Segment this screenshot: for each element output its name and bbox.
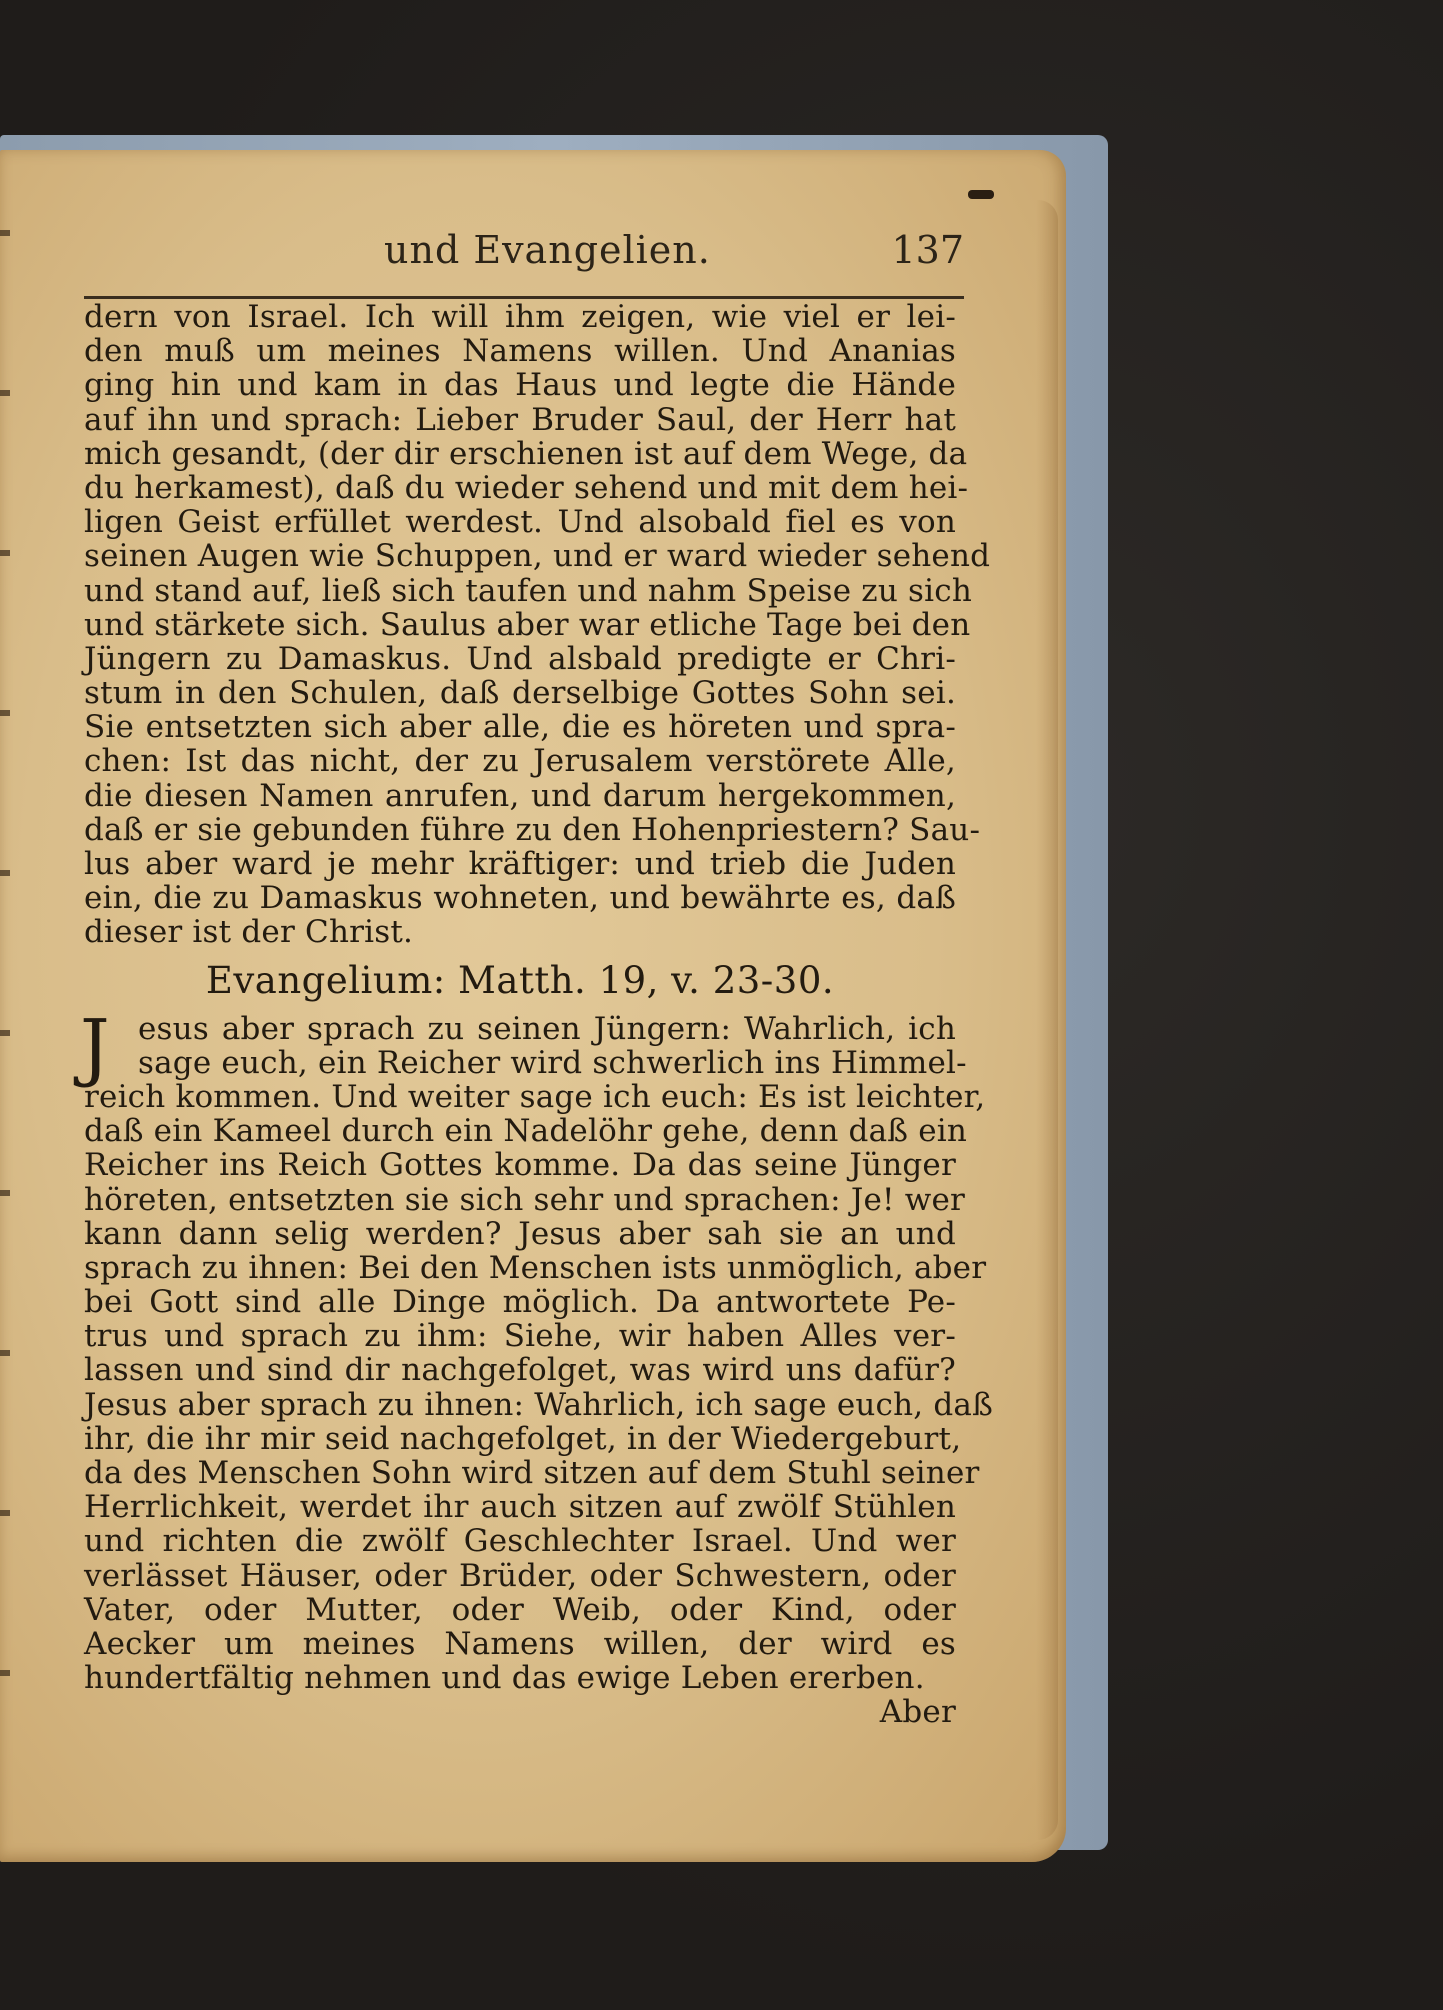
text-line: mich gesandt, (der dir erschienen ist auf dem Wege, da	[84, 435, 968, 472]
text-line: daß er sie gebunden führe zu den Hohenpriestern? Sau-	[84, 811, 981, 848]
text-line: daß ein Kameel durch ein Nadelöhr gehe, denn daß ein	[84, 1113, 968, 1150]
text-line: esus aber sprach zu seinen Jüngern: Wahrlich, ich	[138, 1010, 956, 1047]
text-line: höreten, entsetzten sie sich sehr und sprachen: Je! wer	[84, 1181, 966, 1218]
text-line: bei Gott sind alle Dinge möglich. Da antwortete Pe-	[84, 1284, 956, 1321]
text-line: Sie entsetzten sich aber alle, die es höreten und spra-	[84, 709, 956, 746]
page-text	[80, 299, 994, 1731]
text-line: dieser ist der Christ.	[84, 914, 414, 951]
text-line: reich kommen. Und weiter sage ich euch: Es ist leichter,	[84, 1078, 986, 1115]
text-line: Herrlichkeit, werdet ihr auch sitzen auf zwölf Stühlen	[84, 1489, 956, 1526]
text-line: verlässet Häuser, oder Brüder, oder Schwestern, oder	[84, 1557, 956, 1594]
page-edge-shading	[1036, 200, 1058, 1840]
text-line: die diesen Namen anrufen, und darum hergekommen,	[84, 777, 956, 814]
section-heading: Evangelium: Matth. 19, v. 23-30.	[205, 958, 835, 1002]
text-line: ging hin und kam in das Haus und legte die Hände	[84, 367, 956, 404]
text-line: chen: Ist das nicht, der zu Jerusalem verstörete Alle,	[84, 743, 956, 780]
text-line: Reicher ins Reich Gottes komme. Da das seine Jünger	[84, 1147, 956, 1184]
text-line: hundertfältig nehmen und das ewige Leben ererben.	[84, 1660, 925, 1697]
text-line: auf ihn und sprach: Lieber Bruder Saul, der Herr hat	[84, 401, 956, 438]
text-line: und richten die zwölf Geschlechter Israel. Und wer	[84, 1523, 956, 1560]
text-line: kann dann selig werden? Jesus aber sah sie an und	[84, 1215, 956, 1252]
text-line: du herkamest), daß du wieder sehend und mit dem hei-	[84, 469, 969, 506]
gospel-paragraph	[80, 1003, 994, 1697]
text-line: trus und sprach zu ihm: Siehe, wir haben Alles ver-	[84, 1318, 956, 1355]
page-number: 137	[891, 228, 964, 272]
running-title: und Evangelien.	[384, 228, 711, 272]
text-line: ligen Geist erfüllet werdest. Und alsobald fiel es von	[84, 504, 956, 541]
text-line: und stand auf, ließ sich taufen und nahm Speise zu sich	[84, 572, 972, 609]
catchword: Aber	[879, 1694, 956, 1731]
text-line: sprach zu ihnen: Bei den Menschen ists unmöglich, aber	[84, 1249, 987, 1286]
text-line: dern von Israel. Ich will ihm zeigen, wie viel er lei-	[84, 299, 956, 335]
text-line: Jesus aber sprach zu ihnen: Wahrlich, ich sage euch, daß	[84, 1386, 994, 1423]
text-line: lassen und sind dir nachgefolget, was wird uns dafür?	[84, 1352, 956, 1389]
running-header	[84, 228, 964, 288]
ink-dash-mark	[968, 190, 994, 199]
drop-cap: J	[80, 1003, 110, 1090]
text-line: ein, die zu Damaskus wohneten, und bewährte es, daß	[84, 880, 956, 917]
text-line: Jüngern zu Damaskus. Und alsbald predigte er Chri-	[84, 640, 956, 677]
text-line: Aecker um meines Namens willen, der wird es	[84, 1625, 956, 1662]
epistle-paragraph	[84, 299, 991, 951]
text-line: lus aber ward je mehr kräftiger: und trieb die Juden	[84, 846, 956, 882]
binding-stitch-marks	[0, 230, 10, 1730]
text-line: stum in den Schulen, daß derselbige Gottes Sohn sei.	[84, 675, 956, 712]
text-line: Vater, oder Mutter, oder Weib, oder Kind, oder	[84, 1591, 956, 1628]
text-line: ihr, die ihr mir seid nachgefolget, in der Wiedergeburt,	[84, 1420, 962, 1457]
text-line: da des Menschen Sohn wird sitzen auf dem Stuhl seiner	[84, 1455, 980, 1491]
text-line: sage euch, ein Reicher wird schwerlich ins Himmel-	[138, 1044, 967, 1081]
text-line: seinen Augen wie Schuppen, und er ward wieder sehend	[84, 538, 991, 575]
text-line: den muß um meines Namens willen. Und Ananias	[84, 333, 956, 370]
text-line: und stärkete sich. Saulus aber war etliche Tage bei den	[84, 606, 971, 643]
